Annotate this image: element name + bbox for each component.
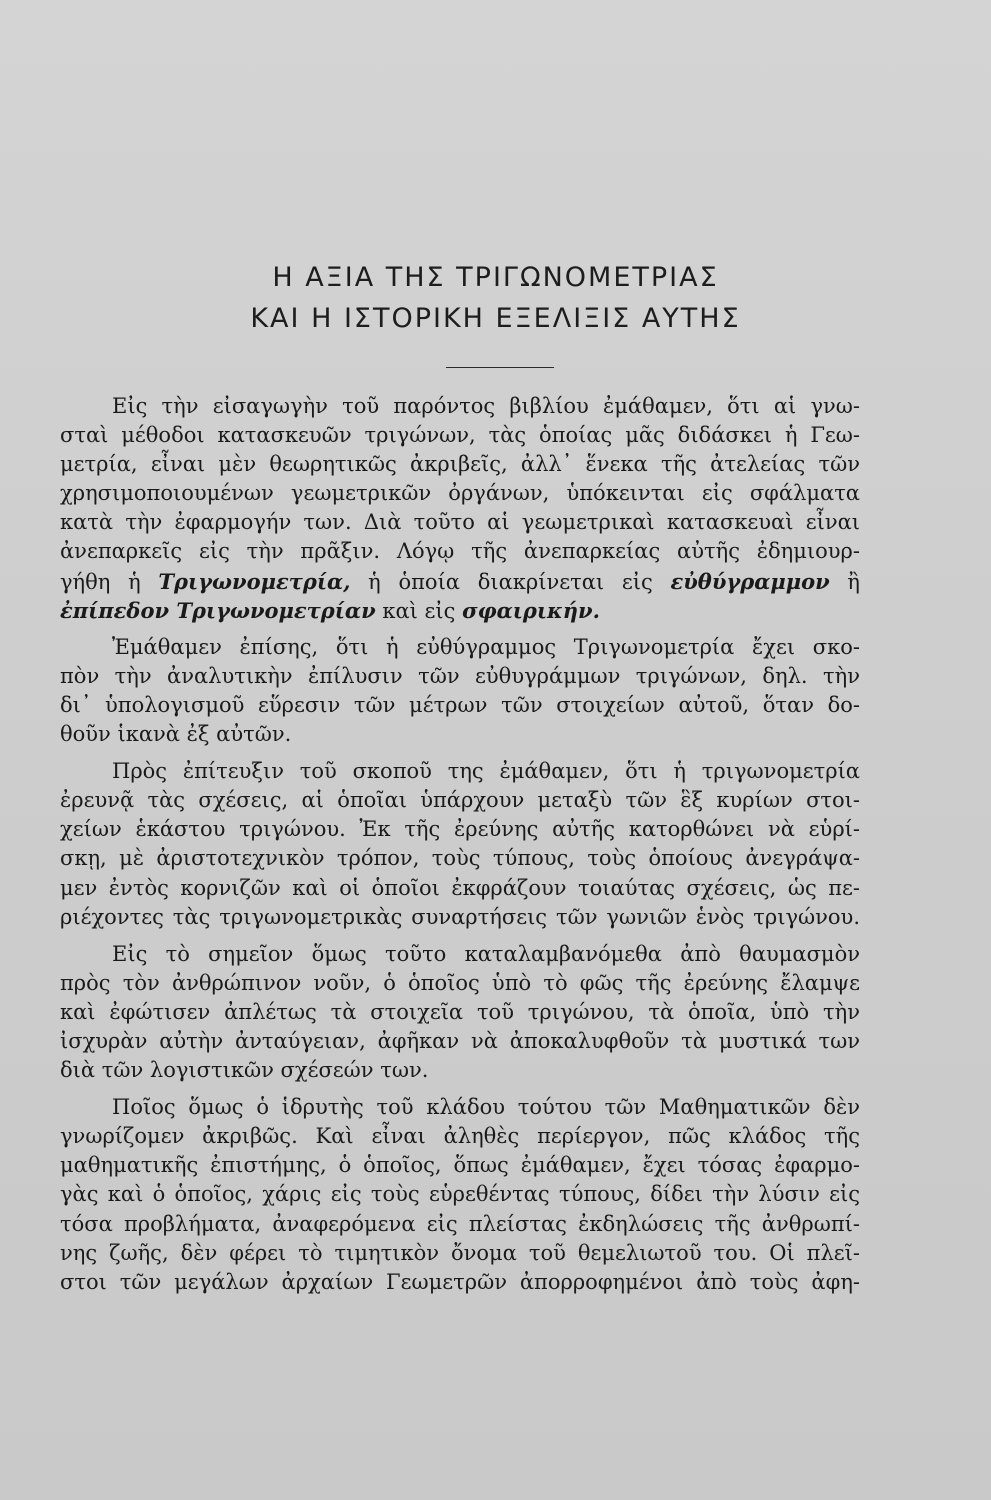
text-run: σκῃ, μὲ ἀριστοτεχνικὸν τρόπον, τοὺς τύπους, τοὺς ὁποίους ἀνεγράψα-: [60, 846, 860, 871]
text-line: [60, 1239, 860, 1268]
paragraph: [60, 392, 860, 625]
text-run: θοῦν ἱκανὰ ἐξ αὐτῶν.: [60, 722, 292, 747]
text-line: [60, 874, 860, 903]
text-line: [60, 1180, 860, 1209]
text-line: [60, 815, 860, 844]
emphasized-term: εὐθύγραμμον: [670, 568, 830, 594]
text-run: διὰ τῶν λογιστικῶν σχέσεών των.: [60, 1058, 429, 1083]
text-line: [60, 998, 860, 1027]
body-text: [60, 392, 860, 1297]
emphasized-term: Τριγωνομετρία,: [158, 568, 351, 594]
paragraph-gap: [60, 932, 860, 940]
text-run: γήθη ἡ: [60, 569, 159, 594]
paragraph: [60, 757, 860, 932]
paragraph: [60, 1093, 860, 1297]
text-run: Ἐμάθαμεν ἐπίσης, ὅτι ἡ εὐθύγραμμος Τριγωνομετρία ἔχει σκο-: [112, 634, 860, 659]
text-line: [60, 596, 860, 625]
paragraph-gap: [60, 1085, 860, 1093]
text-line: [60, 662, 860, 691]
text-line: [60, 1268, 860, 1297]
text-line: [60, 450, 860, 479]
text-run: νης ζωῆς, δὲν φέρει τὸ τιμητικὸν ὄνομα τοῦ θεμελιωτοῦ του. Οἱ πλεῖ-: [60, 1240, 860, 1265]
text-line: [60, 421, 860, 450]
text-run: χείων ἑκάστου τριγώνου. Ἐκ τῆς ἐρεύνης αὐτῆς κατορθώνει νὰ εὑρί-: [60, 817, 860, 842]
emphasized-term: σφαιρικήν.: [462, 597, 600, 623]
paragraph-gap: [60, 625, 860, 633]
text-run: ἢ: [829, 569, 861, 594]
text-run: πὸν τὴν ἀναλυτικὴν ἐπίλυσιν τῶν εὐθυγράμμων τριγώνων, δηλ. τὴν: [60, 663, 860, 688]
text-run: μαθηματικῆς ἐπιστήμης, ὁ ὁποῖος, ὅπως ἐμάθαμεν, ἔχει τόσας ἐφαρμο-: [60, 1153, 860, 1178]
text-run: ριέχοντες τὰς τριγωνομετρικὰς συναρτήσεις τῶν γωνιῶν ἑνὸς τριγώνου.: [60, 904, 860, 929]
text-run: ἡ ὁποία διακρίνεται εἰς: [350, 569, 671, 594]
text-line: [60, 1122, 860, 1151]
text-run: γνωρίζομεν ἀκριβῶς. Καὶ εἶναι ἀληθὲς περίεργον, πῶς κλάδος τῆς: [60, 1124, 860, 1149]
chapter-title-line-1: Η ΑΞΙΑ ΤΗΣ ΤΡΙΓΩΝΟΜΕΤΡΙΑΣ: [272, 262, 719, 293]
text-line: [60, 633, 860, 662]
text-line: [60, 1210, 860, 1239]
paragraph-gap: [60, 749, 860, 757]
paragraph: [60, 940, 860, 1085]
text-run: τόσα προβλήματα, ἀναφερόμενα εἰς πλείστας ἐκδηλώσεις τῆς ἀνθρωπί-: [60, 1211, 860, 1236]
text-run: δι᾽ ὑπολογισμοῦ εὕρεσιν τῶν μέτρων τῶν στοιχείων αὐτοῦ, ὅταν δο-: [60, 692, 860, 717]
text-line: [60, 903, 860, 932]
text-run: γὰς καὶ ὁ ὁποῖος, χάρις εἰς τοὺς εὑρεθέντας τύπους, δίδει τὴν λύσιν εἰς: [60, 1182, 860, 1207]
text-line: [60, 1027, 860, 1056]
text-line: [60, 1151, 860, 1180]
text-line: [60, 969, 860, 998]
title-divider: [446, 367, 554, 368]
text-run: πρὸς τὸν ἀνθρώπινον νοῦν, ὁ ὁποῖος ὑπὸ τὸ φῶς τῆς ἐρεύνης ἔλαμψε: [60, 970, 860, 995]
text-run: καὶ εἰς: [375, 598, 463, 623]
text-line: [60, 508, 860, 537]
text-run: μεν ἐντὸς κορνιζῶν καὶ οἱ ὁποῖοι ἐκφράζουν τοιαύτας σχέσεις, ὡς πε-: [60, 875, 860, 900]
text-run: ἐρευνᾷ τὰς σχέσεις, αἱ ὁποῖαι ὑπάρχουν μεταξὺ τῶν ἓξ κυρίων στοι-: [60, 788, 860, 813]
text-run: σταὶ μέθοδοι κατασκευῶν τριγώνων, τὰς ὁποίας μᾶς διδάσκει ἡ Γεω-: [60, 423, 860, 448]
text-run: ἰσχυρὰν αὐτὴν ἀνταύγειαν, ἀφῆκαν νὰ ἀποκαλυφθοῦν τὰ μυστικά των: [60, 1028, 860, 1053]
text-line: [60, 940, 860, 969]
text-run: Εἰς τὸ σημεῖον ὅμως τοῦτο καταλαμβανόμεθα ἀπὸ θαυμασμὸν: [112, 941, 860, 966]
text-run: κατὰ τὴν ἐφαρμογήν των. Διὰ τοῦτο αἱ γεωμετρικαὶ κατασκευαὶ εἶναι: [60, 510, 860, 535]
text-run: Πρὸς ἐπίτευξιν τοῦ σκοποῦ της ἐμάθαμεν, ὅτι ἡ τριγωνομετρία: [112, 759, 860, 784]
text-run: ἀνεπαρκεῖς εἰς τὴν πρᾶξιν. Λόγῳ τῆς ἀνεπαρκείας αὐτῆς ἐδημιουρ-: [60, 539, 860, 564]
text-line: [60, 1093, 860, 1122]
text-line: [60, 757, 860, 786]
chapter-title-line-2: ΚΑΙ Η ΙΣΤΟΡΙΚΗ ΕΞΕΛΙΞΙΣ ΑΥΤΗΣ: [250, 303, 741, 334]
text-line: [60, 567, 860, 596]
text-run: χρησιμοποιουμένων γεωμετρικῶν ὀργάνων, ὑπόκεινται εἰς σφάλματα: [60, 481, 860, 506]
text-run: μετρία, εἶναι μὲν θεωρητικῶς ἀκριβεῖς, ἀλλ᾽ ἕνεκα τῆς ἀτελείας τῶν: [60, 452, 860, 477]
text-line: [60, 392, 860, 421]
text-run: στοι τῶν μεγάλων ἀρχαίων Γεωμετρῶν ἀπορροφημένοι ἀπὸ τοὺς ἀφη-: [60, 1269, 860, 1294]
text-line: [60, 786, 860, 815]
paragraph: [60, 633, 860, 749]
text-run: Εἰς τὴν εἰσαγωγὴν τοῦ παρόντος βιβλίου ἐμάθαμεν, ὅτι αἱ γνω-: [112, 394, 860, 418]
text-line: [60, 720, 860, 749]
text-line: [60, 691, 860, 720]
text-run: Ποῖος ὅμως ὁ ἱδρυτὴς τοῦ κλάδου τούτου τῶν Μαθηματικῶν δὲν: [112, 1095, 860, 1120]
text-line: [60, 479, 860, 508]
emphasized-term: ἐπίπεδον Τριγωνομετρίαν: [60, 597, 376, 623]
text-line: [60, 1056, 860, 1085]
text-line: [60, 537, 860, 566]
text-line: [60, 844, 860, 873]
text-run: καὶ ἐφώτισεν ἀπλέτως τὰ στοιχεῖα τοῦ τριγώνου, τὰ ὁποῖα, ὑπὸ τὴν: [60, 999, 860, 1024]
